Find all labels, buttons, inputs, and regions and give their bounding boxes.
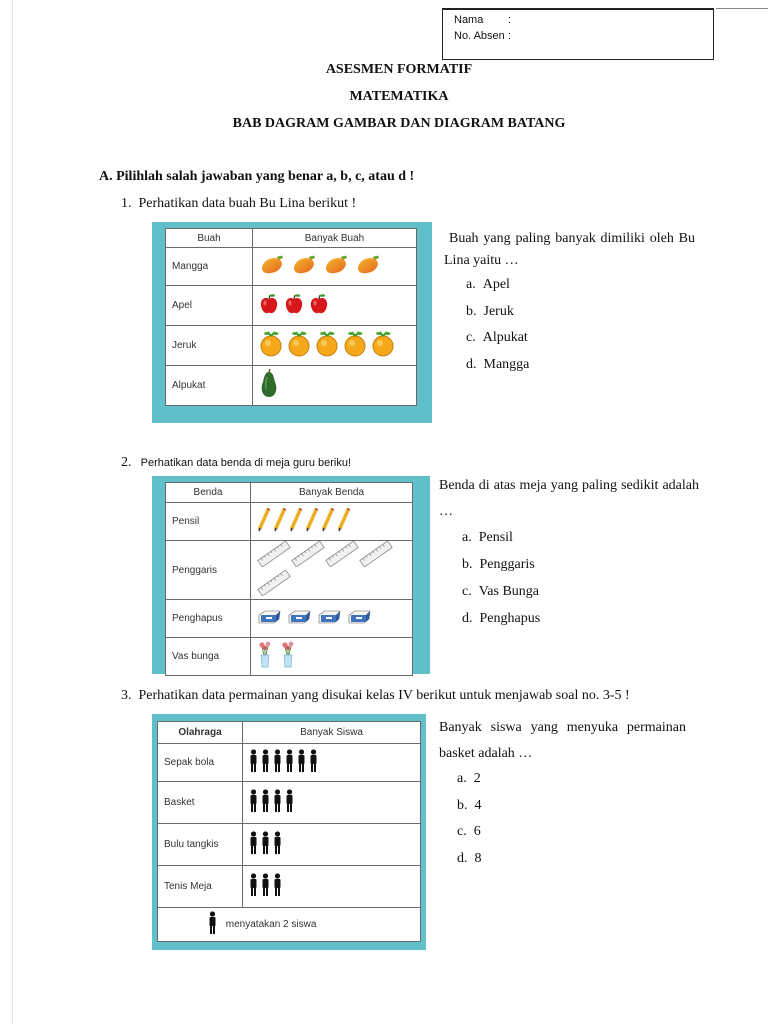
person-icon bbox=[273, 789, 282, 816]
option-letter: d. bbox=[457, 851, 468, 866]
pencil-icon bbox=[305, 508, 319, 535]
table-row bbox=[166, 541, 413, 600]
table-row bbox=[166, 286, 417, 326]
person-icon bbox=[273, 831, 282, 858]
name-colon: : bbox=[508, 14, 512, 26]
pencil-icon bbox=[289, 508, 303, 535]
pencil-icon bbox=[257, 508, 271, 535]
option-text: Mangga bbox=[483, 357, 530, 372]
question-1-number: 1. bbox=[121, 196, 132, 211]
row-icons bbox=[253, 366, 417, 406]
row-label: Alpukat bbox=[166, 366, 253, 406]
option-letter: a. bbox=[462, 530, 472, 545]
question-3-number: 3. bbox=[121, 688, 132, 703]
option-letter: b. bbox=[457, 798, 468, 813]
option-text: Apel bbox=[482, 277, 510, 292]
table-header-item: Benda bbox=[166, 483, 251, 503]
question-3-text: Banyak siswa yang menyuka permainan basket adalah … bbox=[439, 720, 686, 761]
question-2-text: Benda di atas meja yang paling sedikit adalah … bbox=[439, 478, 699, 519]
row-label: Penghapus bbox=[166, 600, 251, 638]
table-row bbox=[166, 600, 413, 638]
option-text: Jeruk bbox=[483, 304, 514, 319]
table-row bbox=[158, 866, 421, 908]
name-label: Nama bbox=[454, 14, 484, 26]
orange-icon bbox=[343, 331, 367, 360]
option-letter: d. bbox=[466, 357, 477, 372]
avocado-icon bbox=[259, 369, 279, 402]
person-icon bbox=[285, 789, 294, 816]
person-icon bbox=[249, 873, 258, 900]
orange-icon bbox=[287, 331, 311, 360]
pencil-icon bbox=[321, 508, 335, 535]
question-2-option-a[interactable] bbox=[462, 530, 513, 546]
question-3-option-b[interactable] bbox=[457, 798, 482, 814]
question-2-pictogram bbox=[165, 482, 413, 676]
row-label: Tenis Meja bbox=[158, 866, 243, 908]
question-1-option-b[interactable] bbox=[466, 304, 514, 320]
name-field[interactable] bbox=[454, 14, 512, 26]
row-icons bbox=[251, 638, 413, 676]
absen-field[interactable] bbox=[454, 30, 511, 42]
legend-row bbox=[158, 908, 421, 942]
row-icons bbox=[243, 744, 421, 782]
person-icon bbox=[273, 873, 282, 900]
eraser-icon bbox=[257, 609, 281, 628]
row-label: Mangga bbox=[166, 248, 253, 286]
question-3-option-c[interactable] bbox=[457, 824, 481, 840]
row-label: Sepak bola bbox=[158, 744, 243, 782]
flower-vase-icon bbox=[280, 641, 296, 672]
ruler-icon bbox=[325, 541, 359, 570]
question-1-pictogram bbox=[165, 228, 417, 406]
person-icon bbox=[261, 749, 270, 776]
option-text: 4 bbox=[474, 798, 482, 813]
absen-label: No. Absen : bbox=[454, 30, 511, 42]
question-1-option-c[interactable] bbox=[466, 330, 528, 346]
question-3-prompt bbox=[121, 688, 630, 704]
row-icons bbox=[251, 503, 413, 541]
ruler-icon bbox=[291, 541, 325, 570]
person-icon bbox=[208, 911, 217, 938]
row-label: Pensil bbox=[166, 503, 251, 541]
option-text: Alpukat bbox=[482, 330, 528, 345]
question-3-prompt-text: Perhatikan data permainan yang disukai kelas IV berikut untuk menjawab soal no. 3-5 ! bbox=[138, 688, 630, 703]
row-label: Bulu tangkis bbox=[158, 824, 243, 866]
row-label: Vas bunga bbox=[166, 638, 251, 676]
option-text: 2 bbox=[473, 771, 481, 786]
person-icon bbox=[273, 749, 282, 776]
row-icons bbox=[243, 866, 421, 908]
table-row bbox=[158, 824, 421, 866]
section-instruction: A. Pilihlah salah jawaban yang benar a, b, c, atau d ! bbox=[99, 169, 415, 184]
option-text: 8 bbox=[474, 851, 482, 866]
option-letter: c. bbox=[466, 330, 476, 345]
orange-icon bbox=[371, 331, 395, 360]
row-icons bbox=[243, 782, 421, 824]
table-header-item: Buah bbox=[166, 229, 253, 248]
person-icon bbox=[249, 789, 258, 816]
title-chapter: BAB DAGRAM GAMBAR DAN DIAGRAM BATANG bbox=[232, 116, 566, 131]
header-rule bbox=[716, 8, 768, 9]
orange-icon bbox=[259, 331, 283, 360]
option-text: 6 bbox=[473, 824, 481, 839]
question-2-option-d[interactable] bbox=[462, 611, 540, 627]
table-header-item: Olahraga bbox=[158, 722, 243, 744]
apple-icon bbox=[259, 293, 279, 318]
table-header-count: Banyak Siswa bbox=[243, 722, 421, 744]
question-2-prompt bbox=[121, 455, 351, 471]
page-edge bbox=[12, 0, 13, 1024]
person-icon bbox=[285, 749, 294, 776]
table-row bbox=[158, 744, 421, 782]
option-letter: d. bbox=[462, 611, 473, 626]
option-letter: b. bbox=[462, 557, 473, 572]
question-1-text: Buah yang paling banyak dimiliki oleh Bu Lina yaitu … bbox=[444, 231, 695, 268]
question-1-prompt-text: Perhatikan data buah Bu Lina berikut ! bbox=[138, 196, 357, 211]
question-1-prompt bbox=[121, 196, 356, 212]
legend-cell bbox=[158, 908, 421, 942]
option-letter: a. bbox=[457, 771, 467, 786]
option-text: Penghapus bbox=[479, 611, 541, 626]
person-icon bbox=[249, 749, 258, 776]
mango-icon bbox=[323, 254, 349, 279]
question-2-number: 2. bbox=[121, 455, 132, 470]
row-icons bbox=[253, 286, 417, 326]
person-icon bbox=[261, 789, 270, 816]
title-subject: MATEMATIKA bbox=[349, 89, 449, 104]
row-icons bbox=[253, 248, 417, 286]
option-letter: c. bbox=[462, 584, 472, 599]
mango-icon bbox=[355, 254, 381, 279]
title-assessment: ASESMEN FORMATIF bbox=[325, 62, 473, 77]
eraser-icon bbox=[287, 609, 311, 628]
option-letter: b. bbox=[466, 304, 477, 319]
ruler-icon bbox=[257, 541, 291, 570]
question-2-option-b[interactable] bbox=[462, 557, 535, 573]
row-label: Basket bbox=[158, 782, 243, 824]
eraser-icon bbox=[317, 609, 341, 628]
person-icon bbox=[249, 831, 258, 858]
option-text: Pensil bbox=[478, 530, 513, 545]
mango-icon bbox=[291, 254, 317, 279]
pencil-icon bbox=[337, 508, 351, 535]
row-icons bbox=[251, 600, 413, 638]
table-header-count: Banyak Buah bbox=[253, 229, 417, 248]
table-row bbox=[166, 326, 417, 366]
table-row bbox=[166, 638, 413, 676]
table-row bbox=[166, 366, 417, 406]
table-header-count: Banyak Benda bbox=[251, 483, 413, 503]
pencil-icon bbox=[273, 508, 287, 535]
option-text: Penggaris bbox=[479, 557, 535, 572]
apple-icon bbox=[284, 293, 304, 318]
row-icons bbox=[253, 326, 417, 366]
option-letter: c. bbox=[457, 824, 467, 839]
row-icons bbox=[251, 541, 413, 600]
ruler-icon bbox=[359, 541, 393, 570]
option-letter: a. bbox=[466, 277, 476, 292]
question-2-option-c[interactable] bbox=[462, 584, 539, 600]
table-row bbox=[166, 503, 413, 541]
table-row bbox=[166, 248, 417, 286]
student-info-box bbox=[442, 8, 714, 60]
question-3-option-a[interactable] bbox=[457, 771, 481, 787]
table-row bbox=[158, 782, 421, 824]
person-icon bbox=[309, 749, 318, 776]
question-1-option-d[interactable] bbox=[466, 357, 529, 373]
question-1-option-a[interactable] bbox=[466, 277, 510, 293]
row-label: Jeruk bbox=[166, 326, 253, 366]
mango-icon bbox=[259, 254, 285, 279]
person-icon bbox=[261, 831, 270, 858]
person-icon bbox=[261, 873, 270, 900]
row-label: Apel bbox=[166, 286, 253, 326]
orange-icon bbox=[315, 331, 339, 360]
eraser-icon bbox=[347, 609, 371, 628]
apple-icon bbox=[309, 293, 329, 318]
question-3-option-d[interactable] bbox=[457, 851, 482, 867]
question-2-prompt-text: Perhatikan data benda di meja guru beriku! bbox=[140, 457, 352, 469]
row-icons bbox=[243, 824, 421, 866]
question-3-pictogram bbox=[157, 721, 421, 942]
person-icon bbox=[297, 749, 306, 776]
row-label: Penggaris bbox=[166, 541, 251, 600]
legend-text: menyatakan 2 siswa bbox=[225, 919, 317, 930]
option-text: Vas Bunga bbox=[478, 584, 539, 599]
ruler-icon bbox=[257, 570, 291, 599]
flower-vase-icon bbox=[257, 641, 273, 672]
